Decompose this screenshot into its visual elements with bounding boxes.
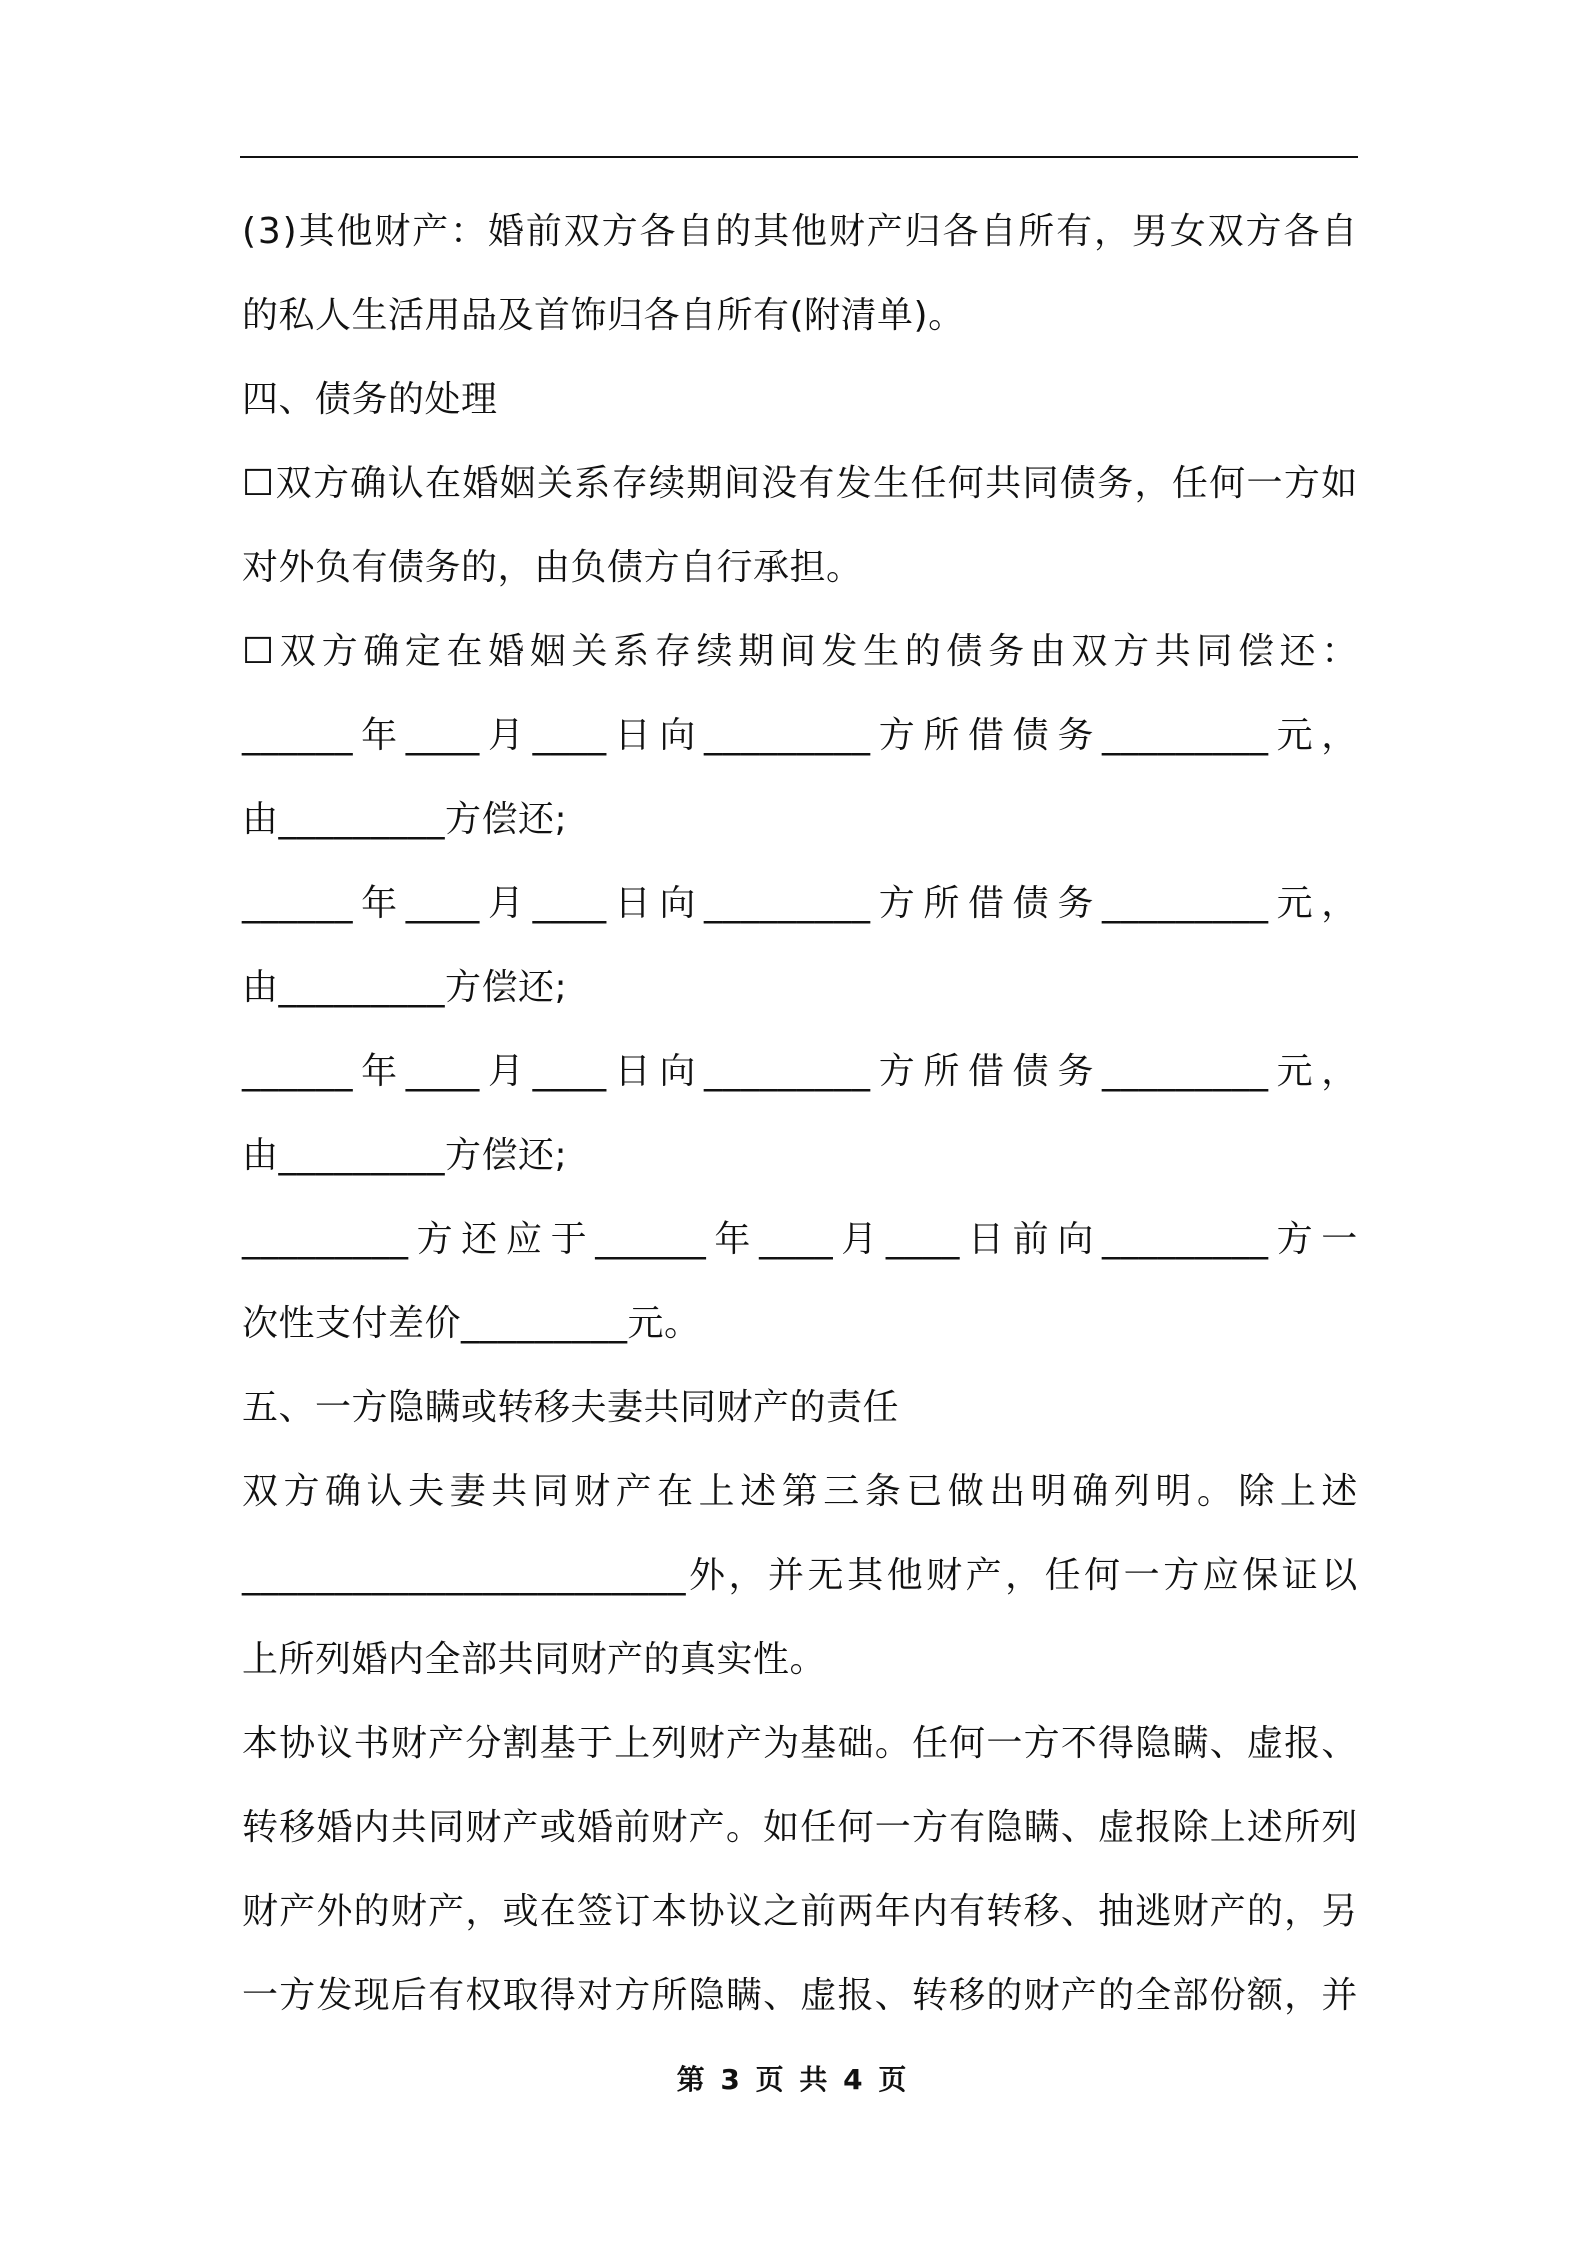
text-line: 本 协 议 书 财 产 分 割 基 于 上 列 财 产 为 基 础 。 任 何 一 方 不 得 隐 瞒 、 虚 报 、 (242, 1723, 1358, 1764)
text-line: 由_________方偿还; (242, 799, 568, 840)
text-line: 四、债务的处理 (242, 379, 498, 420)
text-line: 一 方 发 现 后 有 权 取 得 对 方 所 隐 瞒 、 虚 报 、 转 移 的 财 产 的 全 部 份 额 ， 并 (242, 1975, 1358, 2016)
text-line: 次性支付差价_________元。 (242, 1303, 701, 1344)
header-rule (240, 156, 1358, 158)
text-line: ______ 年 ____ 月 ____ 日 向 _________ 方 所 借 债 务 _________ 元 ， (242, 1051, 1358, 1092)
text-line: ________________________ 外 ， 并 无 其 他 财 产 ， 任 何 一 方 应 保 证 以 (242, 1555, 1358, 1596)
text-line: 五、一方隐瞒或转移夫妻共同财产的责任 (242, 1387, 900, 1428)
text-line: 对外负有债务的，由负债方自行承担。 (242, 547, 863, 588)
document-body (242, 190, 1358, 2038)
text-line: 转 移 婚 内 共 同 财 产 或 婚 前 财 产 。 如 任 何 一 方 有 隐 瞒 、 虚 报 除 上 述 所 列 (242, 1807, 1358, 1848)
text-line: ______ 年 ____ 月 ____ 日 向 _________ 方 所 借 债 务 _________ 元 ， (242, 883, 1358, 924)
text-line: ( 3 ) 其 他 财 产 ： 婚 前 双 方 各 自 的 其 他 财 产 归 各 自 所 有 ， 男 女 双 方 各 自 (242, 211, 1358, 252)
text-line: 财 产 外 的 财 产 ， 或 在 签 订 本 协 议 之 前 两 年 内 有 转 移 、 抽 逃 财 产 的 ， 另 (242, 1891, 1358, 1932)
text-line: ☐ 双 方 确 认 在 婚 姻 关 系 存 续 期 间 没 有 发 生 任 何 共 同 债 务 ， 任 何 一 方 如 (242, 463, 1358, 504)
text-line: ______ 年 ____ 月 ____ 日 向 _________ 方 所 借 债 务 _________ 元 ， (242, 715, 1358, 756)
text-line: 双 方 确 认 夫 妻 共 同 财 产 在 上 述 第 三 条 已 做 出 明 确 列 明 。 除 上 述 (242, 1471, 1358, 1512)
text-line: 的私人生活用品及首饰归各自所有(附清单)。 (242, 295, 965, 336)
text-line: 由_________方偿还; (242, 967, 568, 1008)
text-line: 由_________方偿还; (242, 1135, 568, 1176)
text-line: _________ 方 还 应 于 ______ 年 ____ 月 ____ 日 前 向 _________ 方 一 (242, 1219, 1358, 1260)
page-number: 第 3 页 共 4 页 (676, 2063, 910, 2096)
text-line: 上所列婚内全部共同财产的真实性。 (242, 1639, 827, 1680)
text-line: ☐ 双 方 确 定 在 婚 姻 关 系 存 续 期 间 发 生 的 债 务 由 双 方 共 同 偿 还 ： (242, 631, 1358, 672)
